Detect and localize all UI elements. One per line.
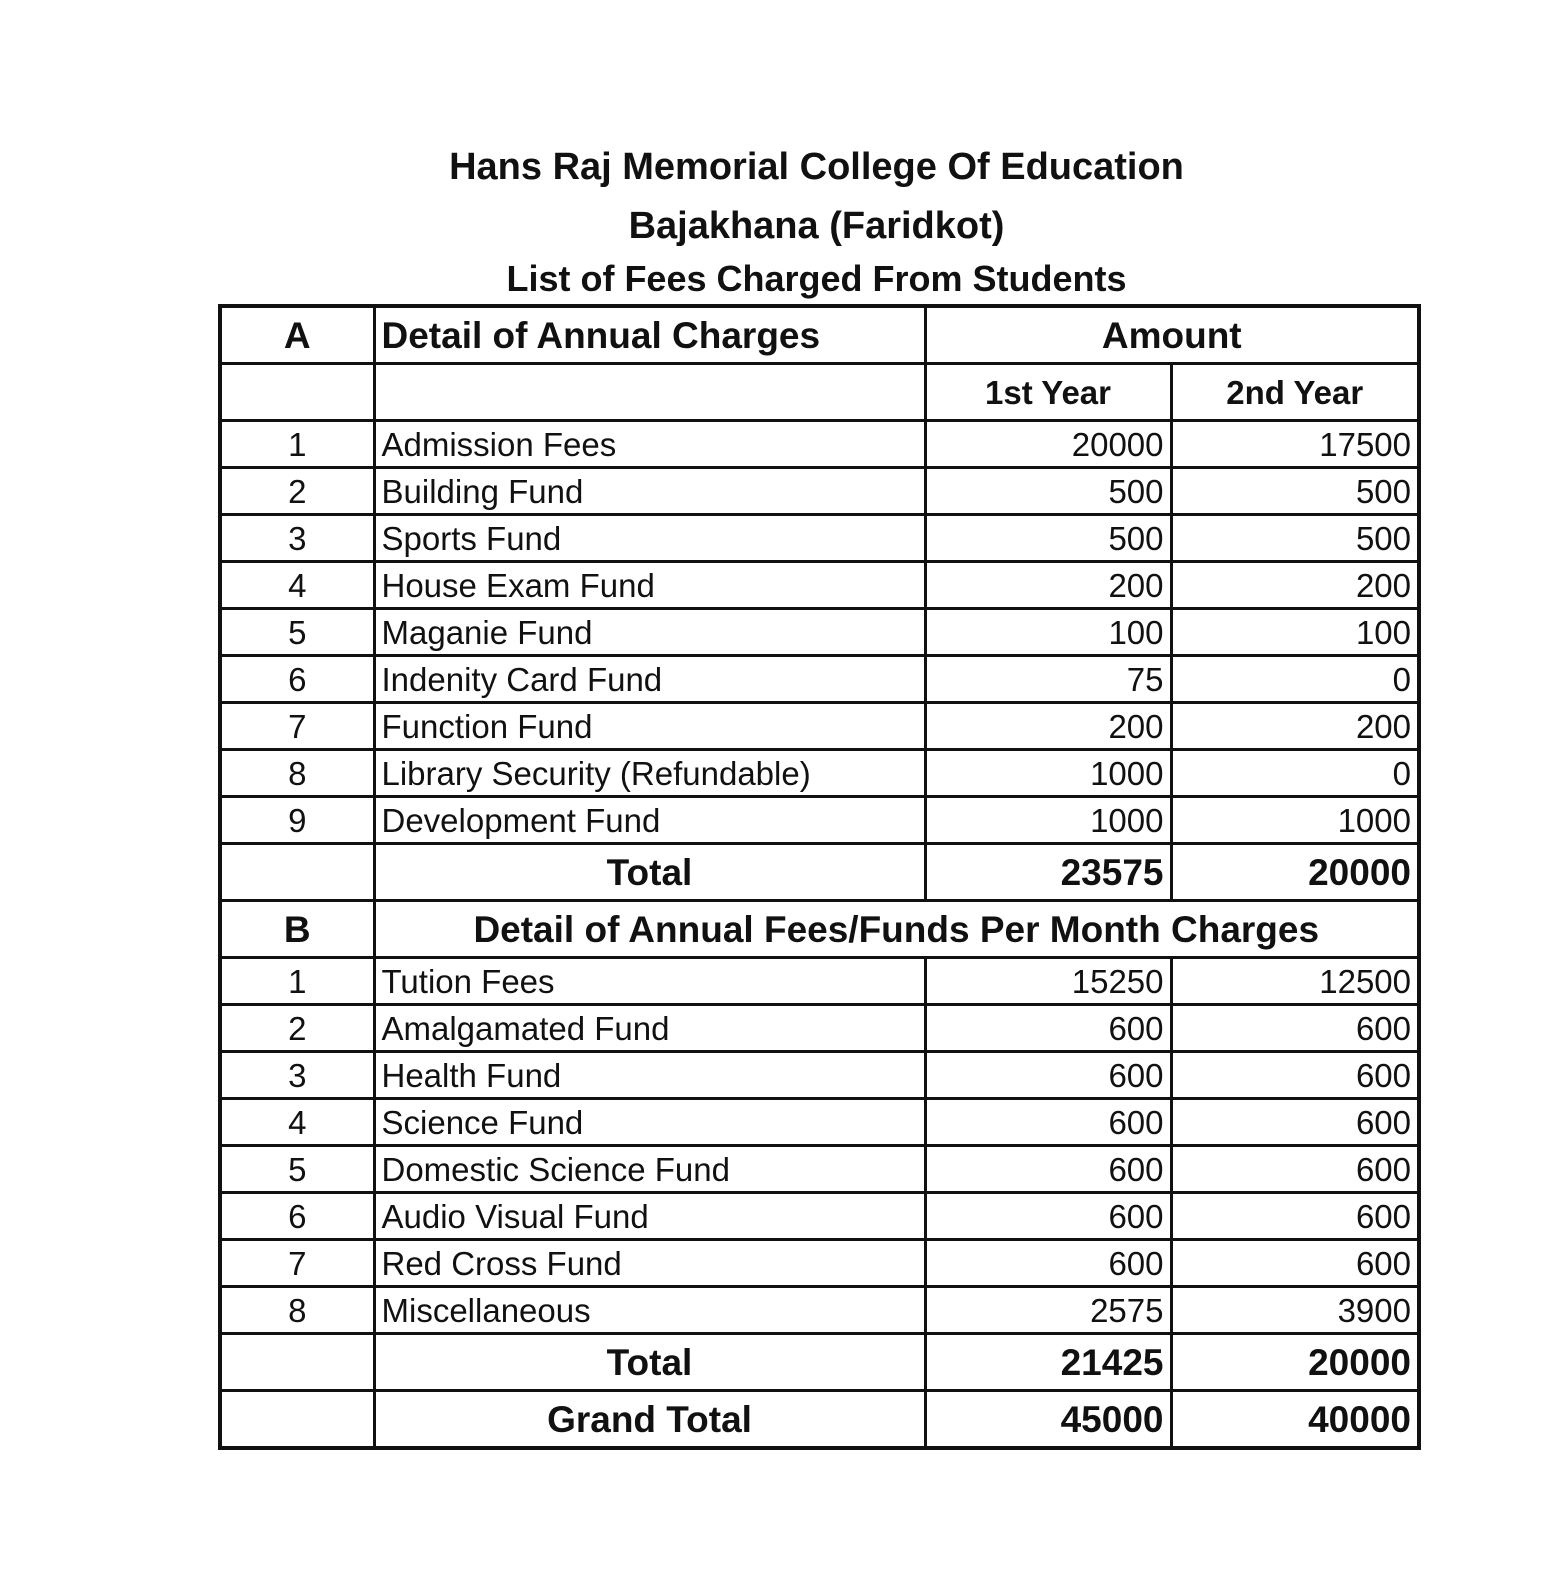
empty-cell <box>220 1391 374 1449</box>
fee-year2-amount: 0 <box>1171 656 1419 703</box>
section-b-header-row <box>220 901 1419 958</box>
table-row <box>220 797 1419 844</box>
fee-year1-amount: 600 <box>925 1193 1171 1240</box>
section-a-total-row <box>220 844 1419 901</box>
table-row <box>220 958 1419 1005</box>
grand-total-year1: 45000 <box>925 1391 1171 1449</box>
table-row <box>220 1099 1419 1146</box>
section-b-total-row <box>220 1334 1419 1391</box>
row-number: 9 <box>220 797 374 844</box>
section-b-total-label: Total <box>374 1334 925 1391</box>
section-a-total-year2: 20000 <box>1171 844 1419 901</box>
fee-item-name: Building Fund <box>374 468 925 515</box>
empty-cell <box>374 364 925 421</box>
fee-year2-amount: 0 <box>1171 750 1419 797</box>
fee-item-name: Science Fund <box>374 1099 925 1146</box>
fee-year2-amount: 600 <box>1171 1005 1419 1052</box>
fee-item-name: Red Cross Fund <box>374 1240 925 1287</box>
fee-year1-amount: 75 <box>925 656 1171 703</box>
fee-item-name: Admission Fees <box>374 421 925 468</box>
row-number: 7 <box>220 1240 374 1287</box>
fee-year2-amount: 100 <box>1171 609 1419 656</box>
table-row <box>220 1052 1419 1099</box>
section-b-total-year1: 21425 <box>925 1334 1171 1391</box>
row-number: 6 <box>220 656 374 703</box>
fee-year2-amount: 3900 <box>1171 1287 1419 1334</box>
fee-item-name: Health Fund <box>374 1052 925 1099</box>
fee-item-name: Domestic Science Fund <box>374 1146 925 1193</box>
row-number: 3 <box>220 1052 374 1099</box>
section-a-total-label: Total <box>374 844 925 901</box>
section-b-code: B <box>220 901 374 958</box>
fee-year2-amount: 600 <box>1171 1240 1419 1287</box>
section-a-total-year1: 23575 <box>925 844 1171 901</box>
row-number: 2 <box>220 468 374 515</box>
year-header-row <box>220 364 1419 421</box>
fee-item-name: Function Fund <box>374 703 925 750</box>
fee-year1-amount: 100 <box>925 609 1171 656</box>
fee-year2-amount: 500 <box>1171 515 1419 562</box>
table-row <box>220 1287 1419 1334</box>
row-number: 2 <box>220 1005 374 1052</box>
row-number: 1 <box>220 958 374 1005</box>
table-row <box>220 1240 1419 1287</box>
grand-total-year2: 40000 <box>1171 1391 1419 1449</box>
fee-year2-amount: 500 <box>1171 468 1419 515</box>
fees-table-body <box>220 306 1419 1448</box>
fee-item-name: Maganie Fund <box>374 609 925 656</box>
fee-year1-amount: 200 <box>925 562 1171 609</box>
row-number: 8 <box>220 750 374 797</box>
row-number: 4 <box>220 562 374 609</box>
empty-cell <box>220 844 374 901</box>
fee-year1-amount: 15250 <box>925 958 1171 1005</box>
table-row <box>220 656 1419 703</box>
row-number: 5 <box>220 609 374 656</box>
year2-header: 2nd Year <box>1171 364 1419 421</box>
college-location: Bajakhana (Faridkot) <box>628 205 1005 247</box>
fee-year2-amount: 600 <box>1171 1052 1419 1099</box>
fee-year2-amount: 200 <box>1171 562 1419 609</box>
fee-year1-amount: 1000 <box>925 797 1171 844</box>
fee-item-name: Miscellaneous <box>374 1287 925 1334</box>
table-row <box>220 421 1419 468</box>
fee-year2-amount: 17500 <box>1171 421 1419 468</box>
fee-item-name: Indenity Card Fund <box>374 656 925 703</box>
row-number: 3 <box>220 515 374 562</box>
fee-year2-amount: 600 <box>1171 1099 1419 1146</box>
row-number: 5 <box>220 1146 374 1193</box>
fee-year1-amount: 600 <box>925 1005 1171 1052</box>
table-row <box>220 468 1419 515</box>
table-row <box>220 1146 1419 1193</box>
fee-year1-amount: 500 <box>925 468 1171 515</box>
row-number: 8 <box>220 1287 374 1334</box>
row-number: 4 <box>220 1099 374 1146</box>
year1-header: 1st Year <box>925 364 1171 421</box>
section-b-total-year2: 20000 <box>1171 1334 1419 1391</box>
fee-item-name: Sports Fund <box>374 515 925 562</box>
fee-year2-amount: 1000 <box>1171 797 1419 844</box>
college-name: Hans Raj Memorial College Of Education <box>449 146 1184 188</box>
fee-year1-amount: 20000 <box>925 421 1171 468</box>
fee-item-name: Tution Fees <box>374 958 925 1005</box>
section-a-code: A <box>220 306 374 364</box>
fee-year2-amount: 200 <box>1171 703 1419 750</box>
empty-cell <box>220 364 374 421</box>
fee-item-name: House Exam Fund <box>374 562 925 609</box>
fee-year1-amount: 500 <box>925 515 1171 562</box>
fee-item-name: Audio Visual Fund <box>374 1193 925 1240</box>
fee-item-name: Development Fund <box>374 797 925 844</box>
table-row <box>220 1193 1419 1240</box>
fee-item-name: Library Security (Refundable) <box>374 750 925 797</box>
row-number: 1 <box>220 421 374 468</box>
fee-year1-amount: 2575 <box>925 1287 1171 1334</box>
table-row <box>220 609 1419 656</box>
section-a-header-row <box>220 306 1419 364</box>
fee-year1-amount: 200 <box>925 703 1171 750</box>
fee-year2-amount: 600 <box>1171 1193 1419 1240</box>
grand-total-label: Grand Total <box>374 1391 925 1449</box>
fee-year1-amount: 600 <box>925 1146 1171 1193</box>
empty-cell <box>220 1334 374 1391</box>
row-number: 7 <box>220 703 374 750</box>
table-row <box>220 1005 1419 1052</box>
row-number: 6 <box>220 1193 374 1240</box>
amount-header: Amount <box>925 306 1419 364</box>
table-row <box>220 562 1419 609</box>
fee-item-name: Amalgamated Fund <box>374 1005 925 1052</box>
section-b-title: Detail of Annual Fees/Funds Per Month Charges <box>374 901 1419 958</box>
document-title: List of Fees Charged From Students <box>506 258 1127 299</box>
grand-total-row <box>220 1391 1419 1449</box>
table-row <box>220 703 1419 750</box>
fee-year2-amount: 12500 <box>1171 958 1419 1005</box>
section-a-title: Detail of Annual Charges <box>374 306 925 364</box>
fee-year2-amount: 600 <box>1171 1146 1419 1193</box>
fee-year1-amount: 600 <box>925 1240 1171 1287</box>
fee-year1-amount: 600 <box>925 1099 1171 1146</box>
fees-table <box>218 304 1421 1450</box>
table-row <box>220 515 1419 562</box>
table-row <box>220 750 1419 797</box>
fee-year1-amount: 1000 <box>925 750 1171 797</box>
fee-year1-amount: 600 <box>925 1052 1171 1099</box>
